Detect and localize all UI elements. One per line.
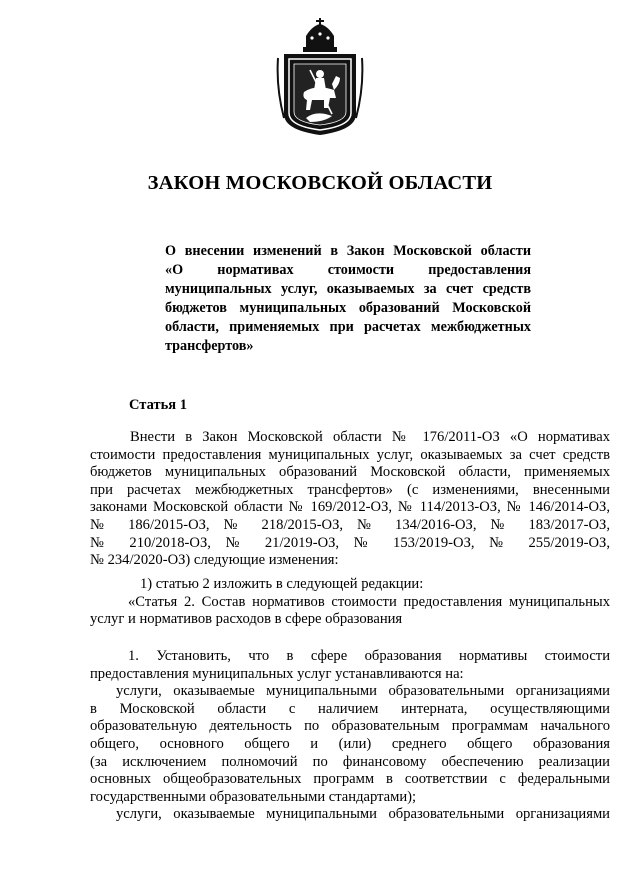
paragraph-line: № 186/2015-ОЗ, № 218/2015-ОЗ, № 134/2016-ОЗ, № 183/2017-ОЗ, xyxy=(90,516,610,533)
paragraph-line: бюджетов муниципальных образований Московской области, применяемых xyxy=(90,464,610,481)
document-title: ЗАКОН МОСКОВСКОЙ ОБЛАСТИ xyxy=(147,172,493,194)
paragraph-line: 1. Установить, что в сфере образования нормативы стоимости xyxy=(128,648,610,664)
paragraph-line: № 210/2018-ОЗ, № 21/2019-ОЗ, № 153/2019-ОЗ, № 255/2019-ОЗ, xyxy=(90,534,610,551)
paragraph-line: законами Московской области № 169/2012-ОЗ, № 114/2013-ОЗ, № 146/2014-ОЗ, xyxy=(90,499,610,516)
item-1 xyxy=(90,576,610,629)
paragraph-line: государственными образовательными стандартами); xyxy=(90,788,417,805)
paragraph-2 xyxy=(90,648,610,824)
subject-line: «О нормативах стоимости предоставления xyxy=(165,262,531,278)
paragraph-line: услуг и нормативов расходов в сфере образования xyxy=(90,611,403,628)
subject-line: муниципальных услуг, оказываемых за счет средств xyxy=(165,281,531,297)
article-heading: Статья 1 xyxy=(129,397,187,413)
paragraph-line: основных общеобразовательных программ в соответствии с федеральными xyxy=(90,771,610,788)
paragraph-line: при расчетах межбюджетных трансфертов» (с изменениями, внесенными xyxy=(90,481,610,498)
moscow-oblast-coat-of-arms-icon xyxy=(276,18,364,136)
paragraph-line: № 234/2020-ОЗ) следующие изменения: xyxy=(90,552,339,569)
paragraph-line: Внести в Закон Московской области № 176/2011-ОЗ «О нормативах xyxy=(130,429,610,445)
paragraph-line: «Статья 2. Состав нормативов стоимости предоставления муниципальных xyxy=(128,593,610,610)
paragraph-line: услуги, оказываемые муниципальными образовательными организациями xyxy=(116,683,610,700)
paragraph-1 xyxy=(90,429,610,570)
paragraph-line: предоставления муниципальных услуг устанавливаются на: xyxy=(90,665,464,682)
subject-line: О внесении изменений в Закон Московской области xyxy=(165,243,531,259)
paragraph-line: общего, основного общего и (или) среднего общего образования xyxy=(90,735,610,752)
subject-line: области, применяемых при расчетах межбюджетных xyxy=(165,319,531,335)
subject-line: бюджетов муниципальных образований Московской xyxy=(165,300,531,316)
paragraph-line: (за исключением полномочий по финансовому обеспечению реализации xyxy=(90,753,610,770)
paragraph-line: в Московской области с наличием интерната, осуществляющими xyxy=(90,700,610,717)
paragraph-line: образовательную деятельность по образовательным программам начального xyxy=(90,718,610,735)
paragraph-line: стоимости предоставления муниципальных услуг, оказываемых за счет средств xyxy=(90,446,610,463)
paragraph-line: 1) статью 2 изложить в следующей редакции: xyxy=(140,576,424,592)
law-subject xyxy=(165,242,531,356)
paragraph-line: услуги, оказываемые муниципальными образовательными организациями xyxy=(116,806,610,823)
subject-line: трансфертов» xyxy=(165,338,254,354)
